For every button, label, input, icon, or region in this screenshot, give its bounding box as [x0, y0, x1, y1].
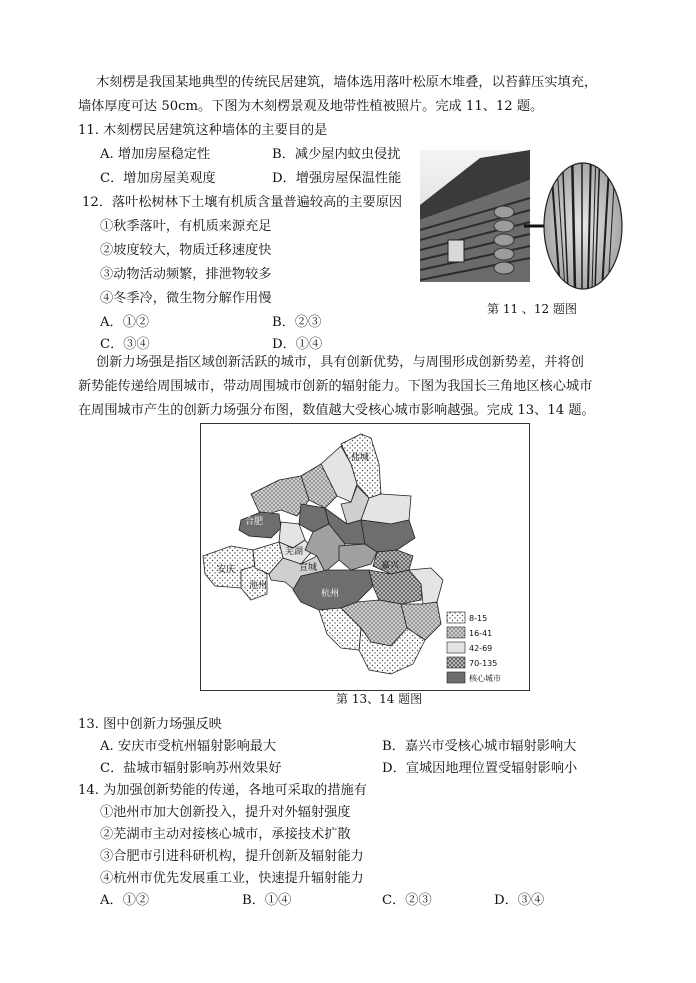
q12-item-4: ④冬季冷，微生物分解作用慢 [100, 291, 272, 306]
legend-label-4: 70-135 [469, 659, 498, 668]
legend-label-2: 16-41 [469, 629, 493, 638]
q11-option-d: D．增强房屋保温性能 [272, 171, 402, 186]
intro1-line2: 墙体厚度可达 50cm。下图为木刻楞景观及地带性植被照片。完成 11、12 题。 [78, 99, 544, 114]
q14-item-4: ④杭州市优先发展重工业，快速提升辐射能力 [100, 871, 364, 886]
legend-swatch-core [447, 672, 465, 683]
innovation-field-map [200, 423, 530, 691]
legend-label-5: 核心城市 [469, 674, 501, 683]
legend-swatch-8-15 [447, 612, 465, 623]
region-nantong [361, 494, 411, 524]
q12-item-1: ①秋季落叶，有机质来源充足 [100, 219, 272, 234]
q11-stem: 11. 木刻楞民居建筑这种墙体的主要目的是 [78, 123, 328, 138]
intro2-line2: 新势能传递给周围城市，带动周围城市创新的辐射能力。下图为我国长三角地区核心城市 [78, 379, 593, 394]
label-wuhu: 芜湖 [285, 547, 304, 557]
q13-option-d: D．宣城因地理位置受辐射影响小 [382, 761, 578, 776]
q11-option-b: B．减少屋内蚊虫侵扰 [272, 147, 401, 162]
q12-option-d: D．①④ [272, 337, 323, 352]
q12-item-2: ②坡度较大，物质迁移速度快 [100, 243, 272, 258]
q14-item-3: ③合肥市引进科研机构，提升创新及辐射能力 [100, 849, 364, 864]
q12-option-b: B．②③ [272, 315, 322, 330]
label-hefei: 合肥 [245, 517, 264, 527]
q14-item-2: ②芜湖市主动对接核心城市，承接技术扩散 [100, 827, 351, 842]
q14-item-1: ①池州市加大创新投入，提升对外辐射强度 [100, 805, 351, 820]
log-cabin-photo [420, 150, 624, 290]
q11-option-c: C．增加房屋美观度 [100, 171, 216, 186]
map-graphic [201, 424, 529, 690]
q13-option-a: A. 安庆市受杭州辐射影响最大 [100, 739, 277, 754]
q12-option-a: A．①② [100, 315, 150, 330]
map-caption: 第 13、14 题图 [336, 692, 423, 706]
q14-option-b: B．①④ [242, 893, 292, 908]
intro1-line1: 木刻楞是我国某地典型的传统民居建筑，墙体选用落叶松原木堆叠，以苔藓压实填充， [96, 75, 598, 90]
legend-swatch-16-41 [447, 627, 465, 638]
region-huzhou [339, 544, 377, 570]
q14-option-a: A．①② [100, 893, 150, 908]
q11-option-a: A. 增加房屋稳定性 [100, 147, 211, 162]
q13-option-c: C．盐城市辐射影响苏州效果好 [100, 761, 282, 776]
intro2-line1: 创新力场强是指区域创新活跃的城市，具有创新优势，与周围形成创新势差，并将创 [96, 355, 584, 370]
q12-stem: 12．落叶松树林下土壤有机质含量普遍较高的主要原因 [82, 195, 403, 210]
legend-label-3: 42-69 [469, 644, 493, 653]
label-hangzhou: 杭州 [321, 589, 340, 599]
q13-stem: 13. 图中创新力场强反映 [78, 717, 222, 732]
photo-caption: 第 11 、12 题图 [487, 302, 577, 316]
q14-option-d: D．③④ [494, 893, 545, 908]
q14-stem: 14. 为加强创新势能的传递，各地可采取的措施有 [78, 783, 367, 798]
label-jiaxing: 嘉兴 [381, 561, 400, 571]
legend-swatch-70-135 [447, 657, 465, 668]
q12-option-c: C．③④ [100, 337, 150, 352]
q12-item-3: ③动物活动频繁，排泄物较多 [100, 267, 272, 282]
label-yancheng: 盐城 [351, 453, 370, 463]
map-legend [447, 612, 501, 683]
label-xuancheng: 宣城 [299, 563, 318, 573]
q13-option-b: B．嘉兴市受核心城市辐射影响大 [382, 739, 577, 754]
label-anqing: 安庆 [217, 565, 236, 575]
legend-label-1: 8-15 [469, 614, 488, 623]
label-chizhou: 池州 [249, 581, 268, 591]
legend-swatch-42-69 [447, 642, 465, 653]
q14-option-c: C．②③ [382, 893, 432, 908]
intro2-line3: 在周围城市产生的创新力场强分布图，数值越大受核心城市影响越强。完成 13、14 题。 [78, 403, 595, 418]
